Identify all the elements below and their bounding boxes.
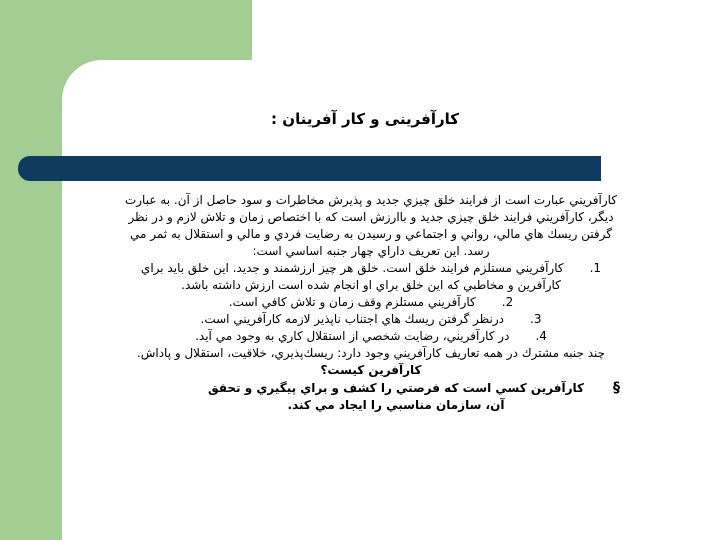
point-number: 2. — [501, 295, 514, 309]
point-number: 3. — [530, 312, 542, 326]
point-1 — [122, 260, 620, 294]
point-number: 4. — [535, 329, 547, 343]
point-text: درنظر گرفتن ريسك هاي اجتناب ناپذير لازمه كارآفريني است. — [200, 312, 504, 326]
common-aspects-paragraph: چند جنبه مشترك در همه تعاريف كارآفريني وجود دارد: ريسك‌پذيري، خلاقيت، استقلال و پاداش. — [136, 346, 606, 360]
point-text: كارآفريني مستلزم فرايند خلق است. خلق هر چيز ارزشمند و جديد. اين خلق بايد براي كارآفرين و مخاطبي كه اين خلق براي او انجام شده است ارزش داشته باشد. — [140, 261, 564, 292]
title-divider-bar — [18, 156, 601, 181]
point-4 — [122, 328, 620, 345]
point-text: در كارآفريني، رضايت شخصي از استقلال كاري به وجود مي آيد. — [195, 329, 510, 343]
point-2 — [122, 294, 620, 311]
point-text: كارآفريني مستلزم وقف زمان و تلاش كافي است. — [228, 295, 476, 309]
slide-title: کارآفرینی و کار آفرینان : — [271, 110, 459, 128]
bullet-icon: § — [613, 380, 620, 396]
slide-body — [122, 192, 620, 414]
point-number: 1. — [589, 261, 602, 275]
subheading: كارآفرين كيست؟ — [320, 363, 422, 377]
definition-paragraph: كارآفريني عبارت است از فرايند خلق چيزي جديد و پذيرش مخاطرات و سود حاصل از آن. به عبارت ديگر، كارآفريني فرايند خلق چيزي جديد و باارزش است كه با اختصاص زمان و تلاش لازم و در نظر گرفتن ريسك هاي مالي، رواني و اجتماعي و رسيدن به رضايت فردي و مالي و استقلال به ثمر مي رسد. اين تعريف داراي چهار جنبه اساسي است: — [124, 193, 618, 258]
point-3 — [122, 311, 620, 328]
bullet-text: كارآفرين كسي است كه فرصتي را كشف و براي پيگيري و تحقق آن، سازمان مناسبي را ايجاد مي كند. — [207, 381, 585, 412]
bullet-item — [122, 380, 620, 414]
